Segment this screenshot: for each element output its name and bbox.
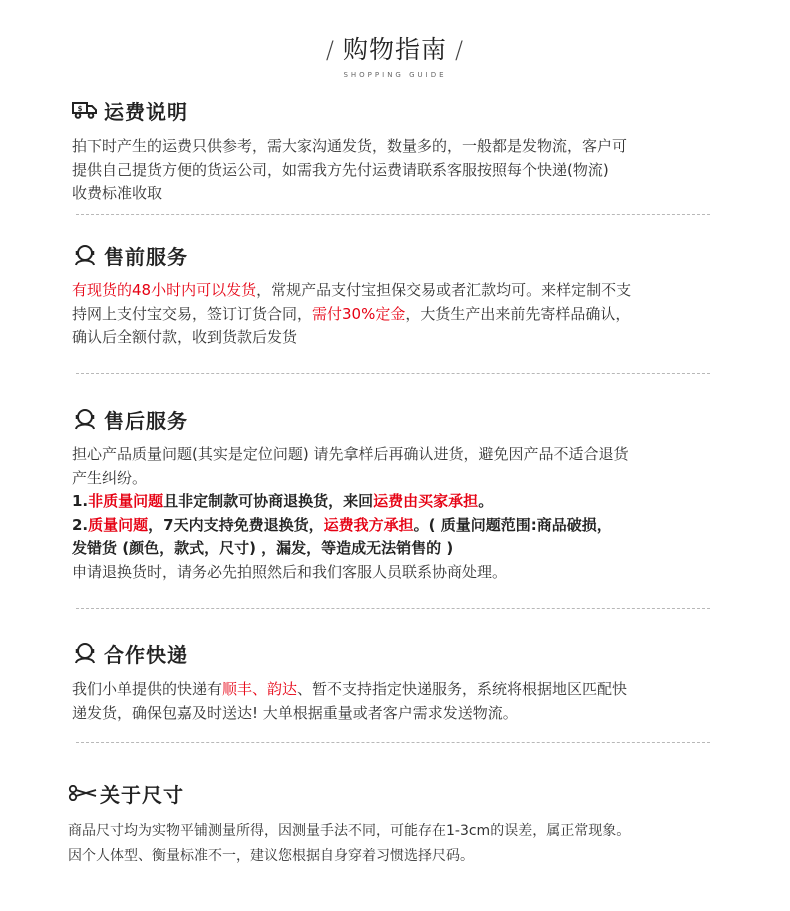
text-line: 确认后全额付款，收到货款后发货 <box>72 328 298 346</box>
text-span: 。( 质量问题范围:商品破损， <box>413 515 612 534</box>
divider <box>76 373 710 374</box>
text-line: 提供自己提货方便的货运公司，如需我方先付运费请联系客服按照每个快递(物流) <box>72 160 609 179</box>
page-header <box>0 34 790 79</box>
customer-service-icon <box>72 243 98 267</box>
text-span: ，大货生产出来前先寄样品确认， <box>405 304 631 323</box>
text-line: 因个人体型、衡量标准不一，建议您根据自身穿着习惯选择尺码。 <box>68 848 474 864</box>
section-title: 合作快递 <box>104 642 188 667</box>
section-title: 关于尺寸 <box>100 782 184 807</box>
highlight-text: 需付30%定金 <box>312 304 406 323</box>
text-span: ，常规产品支付宝担保交易或者汇款均可。来样定制不支 <box>256 281 632 299</box>
highlight-text: 顺丰、韵达 <box>222 680 298 698</box>
section-body <box>72 135 722 206</box>
text-span: 2. <box>72 515 89 534</box>
svg-text:$: $ <box>77 105 83 113</box>
section-body <box>72 678 722 725</box>
section-title: 售后服务 <box>104 408 188 433</box>
text-line: 发错货 (颜色，款式，尺寸) ，漏发，等造成无法销售的 ) <box>72 539 454 557</box>
highlight-text: 质量问题 <box>88 515 149 534</box>
scissors-icon <box>68 781 98 805</box>
section-body <box>72 279 722 350</box>
text-line <box>72 279 722 303</box>
text-line: 商品尺寸均为实物平铺测量所得，因测量手法不同，可能存在1-3cm的误差，属正常现象。 <box>68 823 631 839</box>
section-sizing <box>68 780 748 869</box>
section-pre-sale <box>72 242 722 350</box>
section-shipping-fee <box>72 97 722 206</box>
page-subtitle: SHOPPING GUIDE <box>343 71 447 79</box>
text-line: 担心产品质量问题(其实是定位问题) 请先拿样后再确认进货，避免因产品不适合退货 <box>72 445 629 463</box>
divider <box>76 214 710 215</box>
text-line <box>72 490 722 514</box>
text-span: 持网上支付宝交易，签订订货合同， <box>72 304 313 323</box>
highlight-text: 有现货的48小时内可以发货 <box>72 281 257 299</box>
text-line: 收费标准收取 <box>72 184 163 202</box>
highlight-text: 非质量问题 <box>88 492 164 510</box>
section-after-sale <box>72 406 722 584</box>
truck-icon <box>72 98 98 122</box>
text-span: 。 <box>478 492 494 510</box>
page-title <box>0 34 790 66</box>
section-title: 售前服务 <box>104 244 188 269</box>
text-line: 拍下时产生的运费只供参考，需大家沟通发货，数量多的，一般都是发物流，客户可 <box>72 137 628 155</box>
divider <box>76 742 710 743</box>
section-body <box>72 443 722 584</box>
customer-service-icon <box>72 641 98 665</box>
text-line: 申请退换货时，请务必先拍照然后和我们客服人员联系协商处理。 <box>72 562 508 581</box>
section-couriers <box>72 640 722 725</box>
text-line <box>72 303 722 327</box>
section-body <box>68 819 748 869</box>
text-span: 且非定制款可协商退换货，来回 <box>163 492 374 510</box>
divider <box>76 608 710 609</box>
text-span: 我们小单提供的快递有 <box>72 680 223 698</box>
section-title: 运费说明 <box>104 99 188 124</box>
text-span: 1. <box>72 492 89 510</box>
text-line: 递发货，确保包嘉及时送达! 大单根据重量或者客户需求发送物流。 <box>72 703 518 722</box>
title-slash-left: / <box>325 36 335 64</box>
title-slash-right: / <box>455 36 465 64</box>
page-title-text: 购物指南 <box>342 35 447 64</box>
highlight-text: 运费由买家承担 <box>373 492 479 510</box>
text-line <box>72 514 722 538</box>
text-span: ，7天内支持免费退换货， <box>148 515 324 534</box>
text-span: 、暂不支持指定快递服务，系统将根据地区匹配快 <box>297 680 628 698</box>
customer-service-icon <box>72 407 98 431</box>
text-line <box>72 678 722 702</box>
text-line: 产生纠纷。 <box>72 468 148 487</box>
highlight-text: 运费我方承担 <box>323 515 414 534</box>
